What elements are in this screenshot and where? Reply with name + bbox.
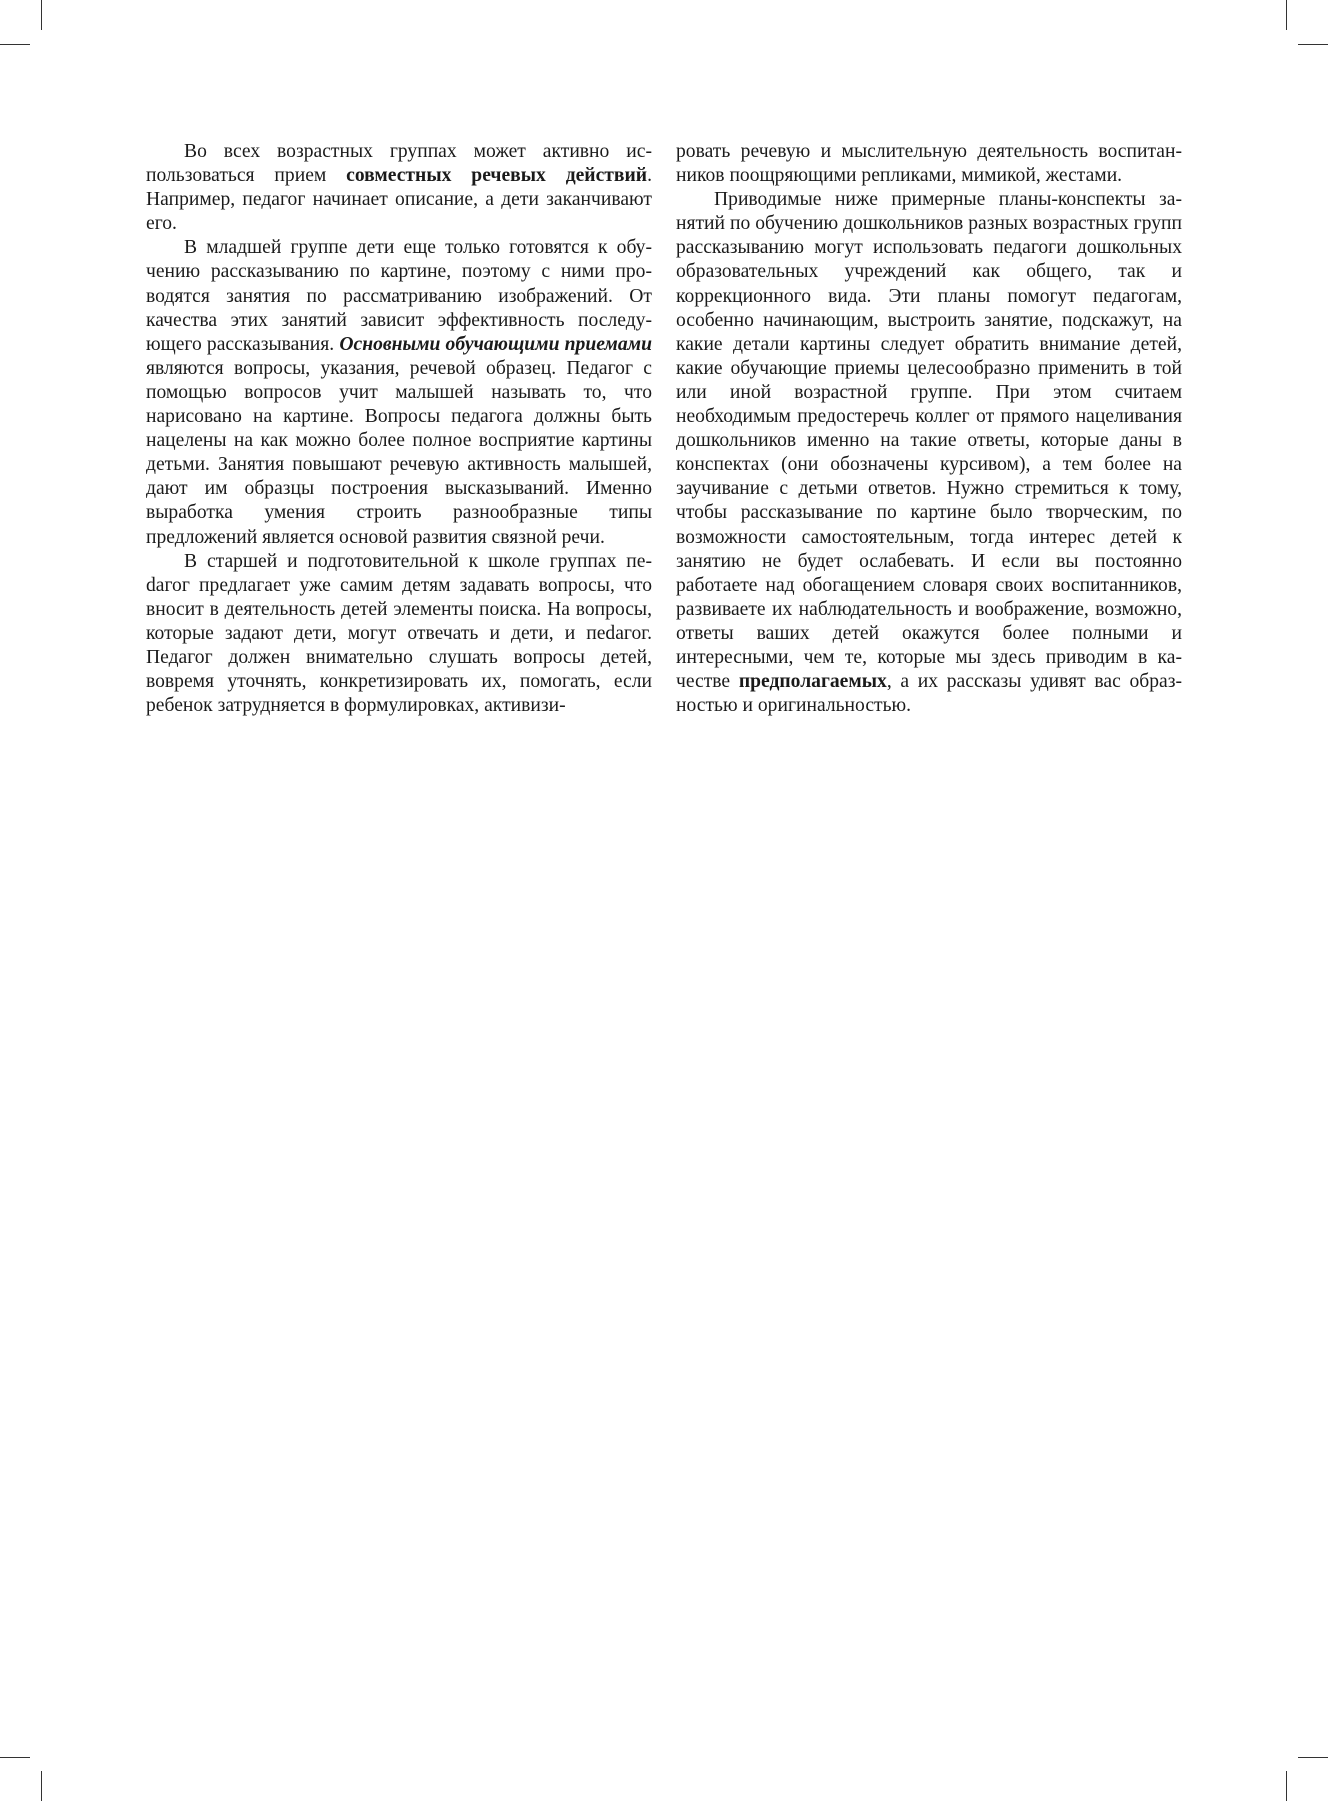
crop-mark [0, 1757, 30, 1758]
crop-mark [1286, 1771, 1287, 1801]
crop-mark [1298, 44, 1328, 45]
paragraph: Во всех возрастных группах может активно использоваться прием совместных речевых действий. Например, педагог начинает описание, а дети заканчивают его. [146, 141, 652, 235]
paragraph-continued: ровать речевую и мыслительную деятельность воспитанников поощряющими репликами, мимикой, жестами. [676, 141, 1182, 187]
left-column [146, 140, 652, 718]
crop-mark [41, 1771, 42, 1801]
paragraph: В старшей и подготовительной к школе группах пеdагог предлагает уже самим детям задавать вопросы, что вносит в деятельность детей элементы поиска. На вопросы, которые задают дети, могут отвечать и дети, и пеdагог. Педагог должен внимательно слушать вопросы детей, вовремя уточнять, конкретизировать их, помогать, если ребенок затрудняется в формулировках, активизи- [146, 550, 652, 717]
bold-term: предполагаемых [738, 671, 887, 693]
right-column [676, 140, 1182, 718]
crop-mark [1298, 1757, 1328, 1758]
paragraph: В младшей группе дети еще только готовятся к обучению рассказыванию по картине, поэтому с ними проводятся занятия по рассматриванию изображений. От качества этих занятий зависит эффективность последующего рассказывания. Основными обучающими приемами являются вопросы, указания, речевой образец. Педагог с помощью вопросов учит малышей называть то, что нарисовано на картине. Вопросы педагога должны быть нацелены на как можно более полное восприятие картины детьми. Занятия повышают речевую активность малышей, дают им образцы построения высказываний. Именно выработка умения строить разнообразные типы предложений является основой развития связной речи. [146, 237, 652, 548]
page-body [146, 140, 1182, 740]
crop-mark [0, 44, 30, 45]
bold-italic-term: Основными обучающими приемами [339, 333, 652, 355]
crop-mark [41, 0, 42, 30]
crop-mark [1286, 0, 1287, 30]
paragraph: Приводимые ниже примерные планы-конспекты занятий по обучению дошкольников разных возрастных групп рассказыванию могут использовать педагоги дошкольных образовательных учреждений как общего, так и коррекционного вида. Эти планы помогут педагогам, особенно начинающим, выстроить занятие, подскажут, на какие детали картины следует обратить внимание детей, какие обучающие приемы целесообразно применить в той или иной возрастной группе. При этом считаем необходимым предостеречь коллег от прямого нацеливания дошкольников именно на такие ответы, которые даны в конспектах (они обозначены курсивом), а тем более на заучивание с детьми ответов. Нужно стремиться к тому, чтобы рассказывание по картине было творческим, по возможности самостоятельным, тогда интерес детей к занятию не будет ослабевать. И если вы постоянно работаете над обогащением словаря своих воспитанников, развиваете их наблюдательность и воображение, возможно, ответы ваших детей окажутся более полными и интересными, чем те, которые мы здесь приводим в качестве предполагаемых, а их рассказы удивят вас образностью и оригинальностью. [676, 189, 1183, 717]
bold-term: совместных речевых действий [346, 165, 648, 187]
